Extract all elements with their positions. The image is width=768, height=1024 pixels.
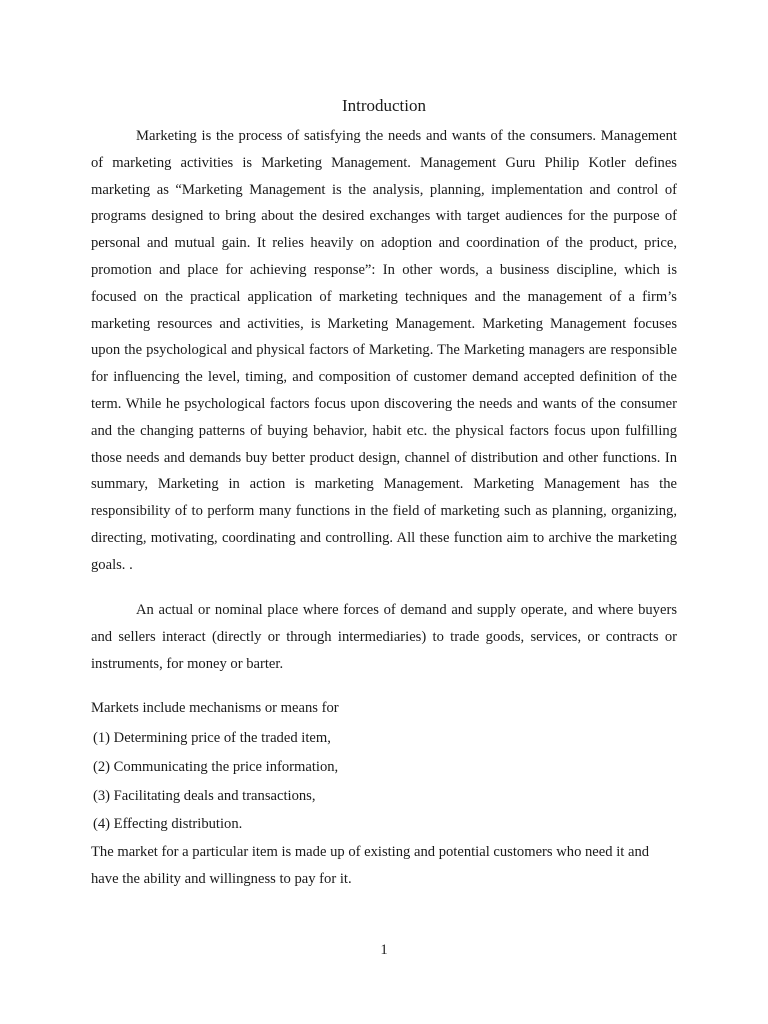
list-intro: Markets include mechanisms or means for [91, 700, 339, 716]
paragraph-marketing-definition: Marketing is the process of satisfying the needs and wants of the consumers. Management of marketing activities is Marketing Management. Management Guru Philip Kotler defines marketing as “Marketing Management is the analysis, planning, implementation and control of programs designed to bring about the desired exchanges with target audiences for the purpose of personal and mutual gain. It relies heavily on adoption and coordination of the product, price, promotion and place for achieving response”: In other words, a business discipline, which is focused on the practical application of marketing techniques and the management of a firm’s marketing resources and activities, is Marketing Management. Marketing Management focuses upon the psychological and physical factors of Marketing. The Marketing managers are responsible for influencing the level, timing, and composition of customer demand accepted definition of the term. While he psychological factors focus upon discovering the needs and wants of the consumer and the changing patterns of buying behavior, habit etc. the physical factors focus upon fulfilling those needs and demands buy better product design, channel of distribution and other functions. In summary, Marketing in action is marketing Management. Marketing Management has the responsibility of to perform many functions in the field of marketing such as planning, organizing, directing, motivating, coordinating and controlling. All these function aim to archive the marketing goals. . [91, 128, 677, 573]
page-number: 1 [380, 942, 388, 958]
paragraph-market-customers: The market for a particular item is made up of existing and potential customers who need it and have the ability and willingness to pay for it. [91, 844, 650, 887]
list-item: (3) Facilitating deals and transactions, [93, 787, 316, 804]
list-item: (1) Determining price of the traded item, [93, 730, 331, 746]
paragraph-market-definition: An actual or nominal place where forces of demand and supply operate, and where buyers and sellers interact (directly or through intermediaries) to trade goods, services, or contracts or instruments, for money or barter. [91, 602, 677, 672]
list-item: (2) Communicating the price information, [93, 758, 339, 775]
market-mechanisms-list [93, 724, 338, 839]
page-title: Introduction [341, 96, 427, 115]
list-item: (4) Effecting distribution. [93, 816, 243, 833]
